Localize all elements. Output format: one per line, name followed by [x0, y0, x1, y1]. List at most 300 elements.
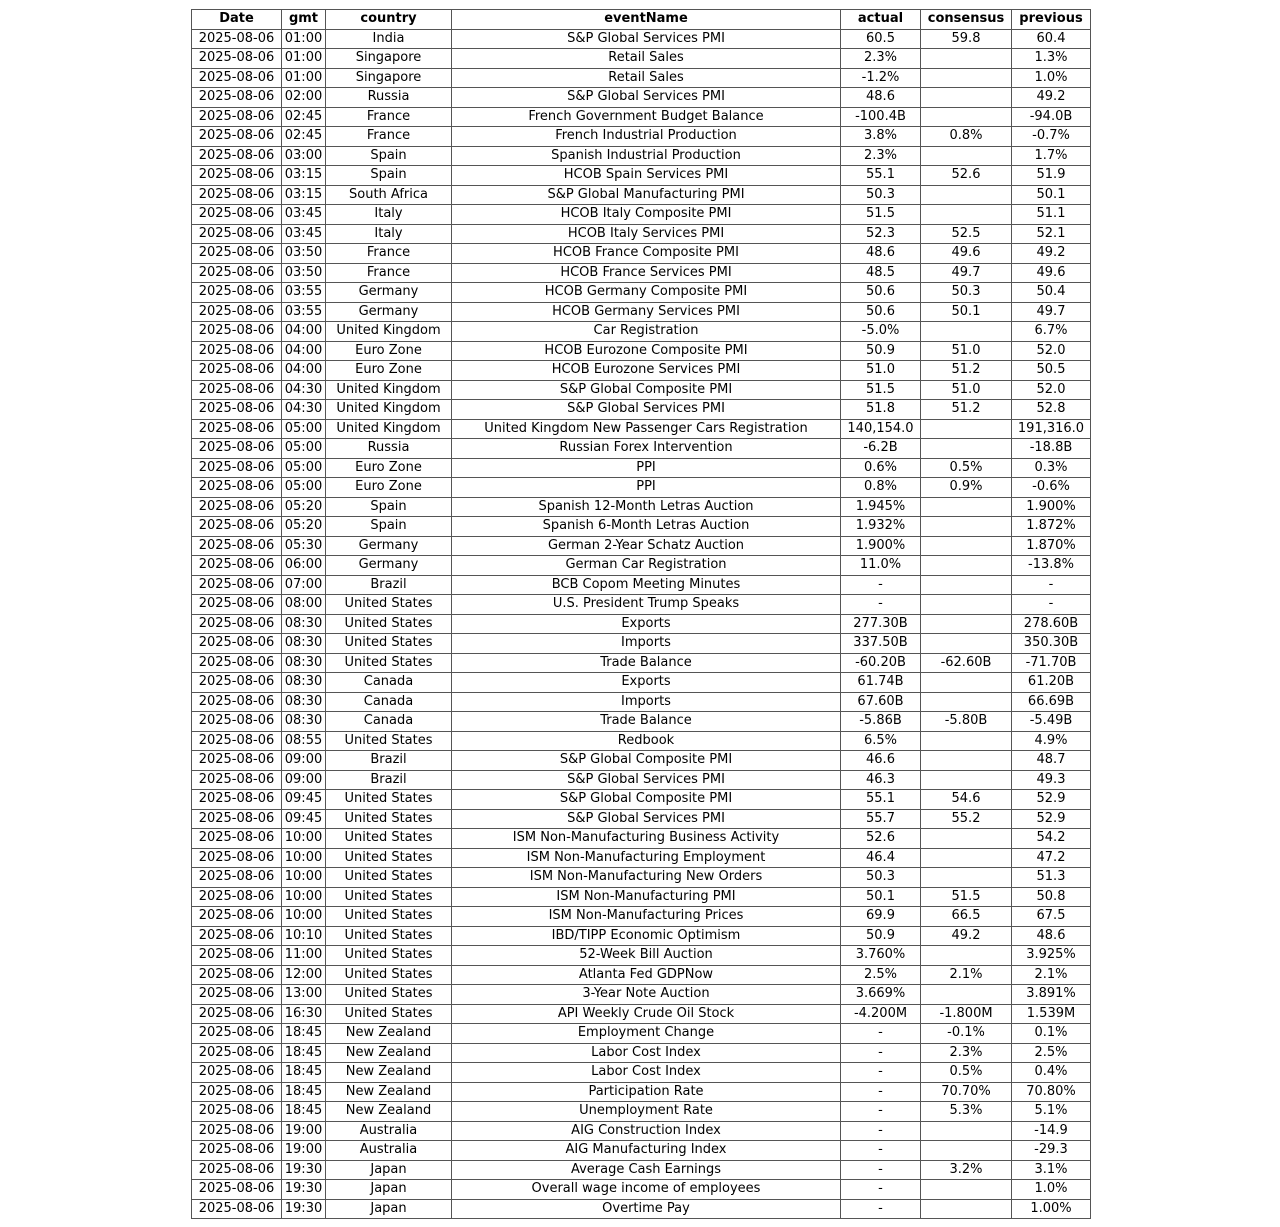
cell-date: 2025-08-06	[192, 205, 282, 225]
cell-previous: 1.3%	[1012, 49, 1091, 69]
cell-event-name: U.S. President Trump Speaks	[452, 595, 841, 615]
cell-country: India	[326, 29, 452, 49]
cell-date: 2025-08-06	[192, 653, 282, 673]
cell-actual: 3.669%	[841, 985, 921, 1005]
cell-consensus	[921, 614, 1012, 634]
cell-date: 2025-08-06	[192, 556, 282, 576]
cell-country: Euro Zone	[326, 361, 452, 381]
cell-date: 2025-08-06	[192, 1160, 282, 1180]
table-row	[192, 692, 1091, 712]
cell-actual: 55.1	[841, 790, 921, 810]
cell-event-name: S&P Global Services PMI	[452, 400, 841, 420]
cell-country: United States	[326, 653, 452, 673]
table-row	[192, 166, 1091, 186]
cell-gmt: 10:00	[282, 829, 326, 849]
cell-previous: 191,316.0	[1012, 419, 1091, 439]
cell-event-name: German Car Registration	[452, 556, 841, 576]
cell-consensus: 49.2	[921, 926, 1012, 946]
cell-event-name: Exports	[452, 673, 841, 693]
cell-gmt: 03:15	[282, 185, 326, 205]
cell-event-name: French Government Budget Balance	[452, 107, 841, 127]
cell-consensus	[921, 848, 1012, 868]
table-row	[192, 1180, 1091, 1200]
cell-event-name: HCOB Eurozone Composite PMI	[452, 341, 841, 361]
cell-previous: -94.0B	[1012, 107, 1091, 127]
cell-actual: 55.7	[841, 809, 921, 829]
cell-country: Spain	[326, 146, 452, 166]
cell-event-name: Unemployment Rate	[452, 1102, 841, 1122]
cell-event-name: German 2-Year Schatz Auction	[452, 536, 841, 556]
table-row	[192, 400, 1091, 420]
table-row	[192, 361, 1091, 381]
cell-previous: -71.70B	[1012, 653, 1091, 673]
cell-gmt: 09:45	[282, 790, 326, 810]
cell-date: 2025-08-06	[192, 439, 282, 459]
cell-actual: 337.50B	[841, 634, 921, 654]
cell-actual: -	[841, 1160, 921, 1180]
cell-gmt: 02:45	[282, 127, 326, 147]
cell-previous: 2.5%	[1012, 1043, 1091, 1063]
cell-previous: 48.7	[1012, 751, 1091, 771]
cell-date: 2025-08-06	[192, 1063, 282, 1083]
cell-country: United Kingdom	[326, 322, 452, 342]
table-row	[192, 478, 1091, 498]
cell-actual: -100.4B	[841, 107, 921, 127]
cell-previous: 1.0%	[1012, 68, 1091, 88]
cell-country: Brazil	[326, 770, 452, 790]
cell-event-name: Spanish Industrial Production	[452, 146, 841, 166]
cell-gmt: 04:00	[282, 322, 326, 342]
cell-previous: 3.925%	[1012, 946, 1091, 966]
cell-consensus	[921, 1141, 1012, 1161]
cell-consensus: 0.9%	[921, 478, 1012, 498]
cell-consensus: 49.6	[921, 244, 1012, 264]
cell-country: Spain	[326, 517, 452, 537]
cell-consensus	[921, 419, 1012, 439]
cell-gmt: 03:50	[282, 244, 326, 264]
cell-date: 2025-08-06	[192, 244, 282, 264]
table-row	[192, 926, 1091, 946]
cell-country: Germany	[326, 302, 452, 322]
cell-actual: 55.1	[841, 166, 921, 186]
column-header-previous: previous	[1012, 10, 1091, 30]
cell-gmt: 06:00	[282, 556, 326, 576]
cell-country: United States	[326, 634, 452, 654]
cell-country: Germany	[326, 536, 452, 556]
cell-event-name: Overall wage income of employees	[452, 1180, 841, 1200]
table-row	[192, 887, 1091, 907]
cell-consensus	[921, 634, 1012, 654]
cell-gmt: 02:00	[282, 88, 326, 108]
cell-country: Australia	[326, 1121, 452, 1141]
cell-country: France	[326, 107, 452, 127]
cell-previous: 50.1	[1012, 185, 1091, 205]
cell-gmt: 18:45	[282, 1102, 326, 1122]
cell-country: Euro Zone	[326, 341, 452, 361]
cell-consensus	[921, 1180, 1012, 1200]
cell-consensus: 70.70%	[921, 1082, 1012, 1102]
cell-event-name: ISM Non-Manufacturing Business Activity	[452, 829, 841, 849]
cell-date: 2025-08-06	[192, 536, 282, 556]
cell-gmt: 08:30	[282, 712, 326, 732]
cell-consensus: 0.5%	[921, 458, 1012, 478]
cell-previous: 52.8	[1012, 400, 1091, 420]
cell-actual: -	[841, 1063, 921, 1083]
cell-event-name: API Weekly Crude Oil Stock	[452, 1004, 841, 1024]
cell-event-name: S&P Global Services PMI	[452, 88, 841, 108]
table-row	[192, 790, 1091, 810]
header-row	[192, 10, 1091, 30]
cell-previous: 5.1%	[1012, 1102, 1091, 1122]
cell-country: United States	[326, 907, 452, 927]
cell-actual: 69.9	[841, 907, 921, 927]
cell-actual: 61.74B	[841, 673, 921, 693]
cell-event-name: Employment Change	[452, 1024, 841, 1044]
cell-country: Italy	[326, 205, 452, 225]
cell-previous: 0.3%	[1012, 458, 1091, 478]
table-row	[192, 88, 1091, 108]
cell-actual: -	[841, 1082, 921, 1102]
cell-country: United States	[326, 595, 452, 615]
cell-consensus: 5.3%	[921, 1102, 1012, 1122]
cell-gmt: 05:00	[282, 419, 326, 439]
cell-previous: -5.49B	[1012, 712, 1091, 732]
cell-gmt: 12:00	[282, 965, 326, 985]
cell-previous: 66.69B	[1012, 692, 1091, 712]
cell-actual: -	[841, 1024, 921, 1044]
cell-gmt: 19:00	[282, 1121, 326, 1141]
cell-consensus: -1.800M	[921, 1004, 1012, 1024]
cell-country: Germany	[326, 556, 452, 576]
table-row	[192, 29, 1091, 49]
cell-date: 2025-08-06	[192, 712, 282, 732]
cell-consensus: 52.6	[921, 166, 1012, 186]
cell-previous: 1.870%	[1012, 536, 1091, 556]
cell-country: Spain	[326, 497, 452, 517]
cell-previous: 47.2	[1012, 848, 1091, 868]
table-row	[192, 770, 1091, 790]
table-row	[192, 985, 1091, 1005]
cell-country: Brazil	[326, 751, 452, 771]
cell-gmt: 19:30	[282, 1160, 326, 1180]
cell-consensus: 50.3	[921, 283, 1012, 303]
cell-event-name: HCOB Germany Services PMI	[452, 302, 841, 322]
cell-date: 2025-08-06	[192, 790, 282, 810]
cell-gmt: 13:00	[282, 985, 326, 1005]
cell-gmt: 10:00	[282, 848, 326, 868]
cell-country: United States	[326, 926, 452, 946]
cell-previous: 1.00%	[1012, 1199, 1091, 1219]
cell-country: United States	[326, 848, 452, 868]
cell-previous: -	[1012, 575, 1091, 595]
cell-event-name: Atlanta Fed GDPNow	[452, 965, 841, 985]
table-row	[192, 848, 1091, 868]
cell-gmt: 01:00	[282, 49, 326, 69]
cell-consensus: 51.2	[921, 400, 1012, 420]
cell-gmt: 05:20	[282, 497, 326, 517]
table-header	[192, 10, 1091, 30]
cell-date: 2025-08-06	[192, 302, 282, 322]
cell-previous: 50.5	[1012, 361, 1091, 381]
cell-consensus	[921, 439, 1012, 459]
table-row	[192, 439, 1091, 459]
cell-date: 2025-08-06	[192, 1082, 282, 1102]
cell-country: United States	[326, 946, 452, 966]
cell-previous: 51.1	[1012, 205, 1091, 225]
column-header-consensus: consensus	[921, 10, 1012, 30]
cell-date: 2025-08-06	[192, 751, 282, 771]
cell-date: 2025-08-06	[192, 575, 282, 595]
cell-consensus	[921, 497, 1012, 517]
cell-actual: 48.6	[841, 88, 921, 108]
cell-consensus: 59.8	[921, 29, 1012, 49]
cell-actual: 2.5%	[841, 965, 921, 985]
cell-event-name: Spanish 12-Month Letras Auction	[452, 497, 841, 517]
cell-country: Singapore	[326, 68, 452, 88]
cell-country: United States	[326, 887, 452, 907]
cell-actual: 1.945%	[841, 497, 921, 517]
cell-event-name: HCOB Italy Services PMI	[452, 224, 841, 244]
cell-gmt: 04:30	[282, 400, 326, 420]
cell-previous: 52.9	[1012, 790, 1091, 810]
cell-actual: 60.5	[841, 29, 921, 49]
cell-country: Euro Zone	[326, 458, 452, 478]
cell-actual: -1.2%	[841, 68, 921, 88]
cell-actual: 2.3%	[841, 146, 921, 166]
cell-gmt: 02:45	[282, 107, 326, 127]
cell-country: France	[326, 244, 452, 264]
cell-gmt: 18:45	[282, 1063, 326, 1083]
table-row	[192, 536, 1091, 556]
cell-previous: -	[1012, 595, 1091, 615]
cell-consensus: -62.60B	[921, 653, 1012, 673]
cell-event-name: Average Cash Earnings	[452, 1160, 841, 1180]
cell-event-name: Redbook	[452, 731, 841, 751]
cell-gmt: 03:50	[282, 263, 326, 283]
cell-event-name: Russian Forex Intervention	[452, 439, 841, 459]
cell-previous: -0.6%	[1012, 478, 1091, 498]
cell-date: 2025-08-06	[192, 29, 282, 49]
cell-gmt: 08:30	[282, 634, 326, 654]
cell-gmt: 08:30	[282, 692, 326, 712]
cell-consensus	[921, 731, 1012, 751]
cell-gmt: 04:00	[282, 361, 326, 381]
cell-actual: -	[841, 1043, 921, 1063]
cell-gmt: 03:00	[282, 146, 326, 166]
cell-consensus: 3.2%	[921, 1160, 1012, 1180]
cell-event-name: 3-Year Note Auction	[452, 985, 841, 1005]
cell-previous: 49.7	[1012, 302, 1091, 322]
table-row	[192, 907, 1091, 927]
cell-actual: -	[841, 1199, 921, 1219]
cell-previous: 60.4	[1012, 29, 1091, 49]
table-row	[192, 751, 1091, 771]
cell-date: 2025-08-06	[192, 146, 282, 166]
cell-gmt: 19:00	[282, 1141, 326, 1161]
cell-event-name: Imports	[452, 634, 841, 654]
cell-date: 2025-08-06	[192, 829, 282, 849]
cell-consensus: 51.2	[921, 361, 1012, 381]
cell-previous: 52.1	[1012, 224, 1091, 244]
cell-date: 2025-08-06	[192, 88, 282, 108]
cell-country: United States	[326, 965, 452, 985]
cell-event-name: Retail Sales	[452, 49, 841, 69]
cell-country: Germany	[326, 283, 452, 303]
cell-event-name: S&P Global Services PMI	[452, 809, 841, 829]
cell-date: 2025-08-06	[192, 185, 282, 205]
cell-actual: 46.3	[841, 770, 921, 790]
cell-previous: 2.1%	[1012, 965, 1091, 985]
cell-actual: 50.6	[841, 302, 921, 322]
cell-consensus	[921, 673, 1012, 693]
cell-event-name: Spanish 6-Month Letras Auction	[452, 517, 841, 537]
cell-country: Russia	[326, 88, 452, 108]
cell-event-name: Retail Sales	[452, 68, 841, 88]
cell-event-name: S&P Global Composite PMI	[452, 751, 841, 771]
cell-date: 2025-08-06	[192, 692, 282, 712]
cell-consensus: 2.1%	[921, 965, 1012, 985]
cell-consensus: 49.7	[921, 263, 1012, 283]
table-row	[192, 614, 1091, 634]
table-row	[192, 1004, 1091, 1024]
cell-country: New Zealand	[326, 1043, 452, 1063]
cell-previous: -13.8%	[1012, 556, 1091, 576]
cell-date: 2025-08-06	[192, 848, 282, 868]
cell-event-name: BCB Copom Meeting Minutes	[452, 575, 841, 595]
cell-event-name: 52-Week Bill Auction	[452, 946, 841, 966]
cell-event-name: ISM Non-Manufacturing Prices	[452, 907, 841, 927]
cell-gmt: 05:00	[282, 439, 326, 459]
cell-previous: 3.891%	[1012, 985, 1091, 1005]
cell-event-name: Participation Rate	[452, 1082, 841, 1102]
table-row	[192, 809, 1091, 829]
cell-country: United States	[326, 809, 452, 829]
cell-consensus: -0.1%	[921, 1024, 1012, 1044]
cell-date: 2025-08-06	[192, 1024, 282, 1044]
table-row	[192, 731, 1091, 751]
cell-event-name: AIG Construction Index	[452, 1121, 841, 1141]
cell-consensus	[921, 946, 1012, 966]
cell-event-name: Imports	[452, 692, 841, 712]
cell-date: 2025-08-06	[192, 1102, 282, 1122]
cell-event-name: S&P Global Composite PMI	[452, 790, 841, 810]
cell-country: United Kingdom	[326, 419, 452, 439]
cell-previous: 1.7%	[1012, 146, 1091, 166]
cell-date: 2025-08-06	[192, 419, 282, 439]
cell-event-name: Exports	[452, 614, 841, 634]
cell-consensus	[921, 146, 1012, 166]
cell-country: Brazil	[326, 575, 452, 595]
cell-gmt: 05:30	[282, 536, 326, 556]
table-row	[192, 185, 1091, 205]
cell-consensus: 51.0	[921, 341, 1012, 361]
cell-country: France	[326, 263, 452, 283]
cell-previous: -18.8B	[1012, 439, 1091, 459]
cell-date: 2025-08-06	[192, 400, 282, 420]
cell-gmt: 18:45	[282, 1024, 326, 1044]
cell-consensus: 0.5%	[921, 1063, 1012, 1083]
cell-consensus: 2.3%	[921, 1043, 1012, 1063]
cell-actual: 48.6	[841, 244, 921, 264]
cell-gmt: 08:30	[282, 653, 326, 673]
cell-country: Spain	[326, 166, 452, 186]
table-row	[192, 868, 1091, 888]
cell-event-name: S&P Global Composite PMI	[452, 380, 841, 400]
cell-previous: 52.0	[1012, 380, 1091, 400]
cell-gmt: 19:30	[282, 1180, 326, 1200]
cell-date: 2025-08-06	[192, 224, 282, 244]
cell-date: 2025-08-06	[192, 868, 282, 888]
table-row	[192, 283, 1091, 303]
cell-event-name: HCOB Italy Composite PMI	[452, 205, 841, 225]
cell-actual: -5.86B	[841, 712, 921, 732]
table-row	[192, 341, 1091, 361]
cell-consensus: 55.2	[921, 809, 1012, 829]
cell-country: Russia	[326, 439, 452, 459]
cell-gmt: 08:30	[282, 673, 326, 693]
cell-actual: -	[841, 1121, 921, 1141]
cell-actual: 1.900%	[841, 536, 921, 556]
table-row	[192, 712, 1091, 732]
cell-date: 2025-08-06	[192, 1004, 282, 1024]
cell-gmt: 08:30	[282, 614, 326, 634]
cell-country: Japan	[326, 1160, 452, 1180]
table-row	[192, 146, 1091, 166]
cell-date: 2025-08-06	[192, 517, 282, 537]
cell-consensus: 51.5	[921, 887, 1012, 907]
cell-gmt: 10:00	[282, 907, 326, 927]
cell-actual: 11.0%	[841, 556, 921, 576]
cell-previous: 67.5	[1012, 907, 1091, 927]
cell-consensus	[921, 49, 1012, 69]
cell-gmt: 03:55	[282, 283, 326, 303]
cell-gmt: 11:00	[282, 946, 326, 966]
cell-country: Australia	[326, 1141, 452, 1161]
cell-event-name: AIG Manufacturing Index	[452, 1141, 841, 1161]
cell-actual: 50.3	[841, 185, 921, 205]
cell-gmt: 08:55	[282, 731, 326, 751]
table-row	[192, 1160, 1091, 1180]
cell-gmt: 07:00	[282, 575, 326, 595]
table-row	[192, 1199, 1091, 1219]
cell-date: 2025-08-06	[192, 634, 282, 654]
cell-country: Singapore	[326, 49, 452, 69]
cell-date: 2025-08-06	[192, 770, 282, 790]
cell-date: 2025-08-06	[192, 263, 282, 283]
cell-actual: 50.9	[841, 341, 921, 361]
table-body	[192, 29, 1091, 1219]
cell-consensus	[921, 185, 1012, 205]
cell-gmt: 03:15	[282, 166, 326, 186]
cell-country: United States	[326, 731, 452, 751]
cell-event-name: HCOB Eurozone Services PMI	[452, 361, 841, 381]
cell-actual: 48.5	[841, 263, 921, 283]
cell-event-name: Car Registration	[452, 322, 841, 342]
table-row	[192, 497, 1091, 517]
cell-event-name: HCOB Spain Services PMI	[452, 166, 841, 186]
table-row	[192, 673, 1091, 693]
cell-consensus	[921, 868, 1012, 888]
cell-previous: 4.9%	[1012, 731, 1091, 751]
cell-gmt: 09:00	[282, 751, 326, 771]
cell-country: Canada	[326, 692, 452, 712]
cell-previous: 1.900%	[1012, 497, 1091, 517]
cell-event-name: Trade Balance	[452, 653, 841, 673]
cell-previous: 49.6	[1012, 263, 1091, 283]
cell-gmt: 03:55	[282, 302, 326, 322]
table-row	[192, 1121, 1091, 1141]
cell-event-name: S&P Global Services PMI	[452, 770, 841, 790]
